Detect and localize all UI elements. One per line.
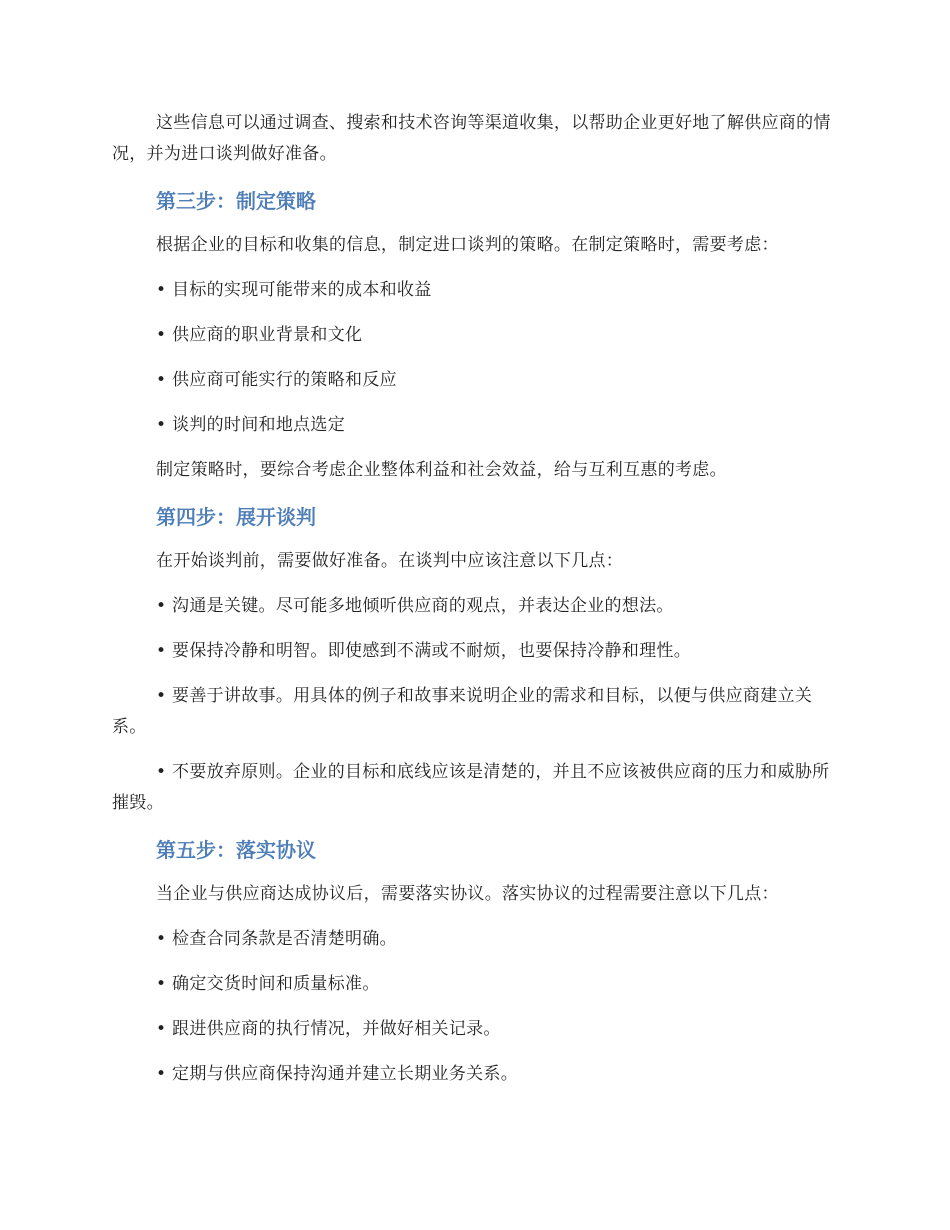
step4-bullet: • 要善于讲故事。用具体的例子和故事来说明企业的需求和目标，以便与供应商建立关系。 [112,686,813,737]
step3-heading: 第三步：制定策略 [156,189,316,213]
step5-bullet: • 定期与供应商保持沟通并建立长期业务关系。 [156,1064,519,1084]
document-page [112,108,840,1104]
step3-bullet: • 谈判的时间和地点选定 [156,415,346,435]
step5-bullet: • 跟进供应商的执行情况，并做好相关记录。 [156,1019,501,1039]
step5-heading: 第五步：落实协议 [156,838,316,862]
step4-lead: 在开始谈判前，需要做好准备。在谈判中应该注意以下几点： [156,551,624,571]
step4-bullet: • 沟通是关键。尽可能多地倾听供应商的观点，并表达企业的想法。 [156,596,674,616]
step5-bullet: • 确定交货时间和质量标准。 [156,974,380,994]
step3-bullet: • 供应商可能实行的策略和反应 [156,370,397,390]
step3-bullet: • 目标的实现可能带来的成本和收益 [156,280,432,300]
step3-bullet: • 供应商的职业背景和文化 [156,325,363,345]
step4-bullet: • 要保持冷静和明智。即使感到不满或不耐烦，也要保持冷静和理性。 [156,641,692,661]
step3-lead: 根据企业的目标和收集的信息，制定进口谈判的策略。在制定策略时，需要考虑： [156,235,779,255]
step5-lead: 当企业与供应商达成协议后，需要落实协议。落实协议的过程需要注意以下几点： [156,884,779,904]
step3-closing: 制定策略时，要综合考虑企业整体利益和社会效益，给与互利互惠的考虑。 [156,460,727,480]
step4-heading: 第四步：展开谈判 [156,505,316,529]
step5-bullet: • 检查合同条款是否清楚明确。 [156,929,397,949]
step4-bullet: • 不要放弃原则。企业的目标和底线应该是清楚的，并且不应该被供应商的压力和威胁所摧毁。 [112,762,830,813]
intro-paragraph: 这些信息可以通过调查、搜索和技术咨询等渠道收集，以帮助企业更好地了解供应商的情况，并为进口谈判做好准备。 [112,113,831,164]
